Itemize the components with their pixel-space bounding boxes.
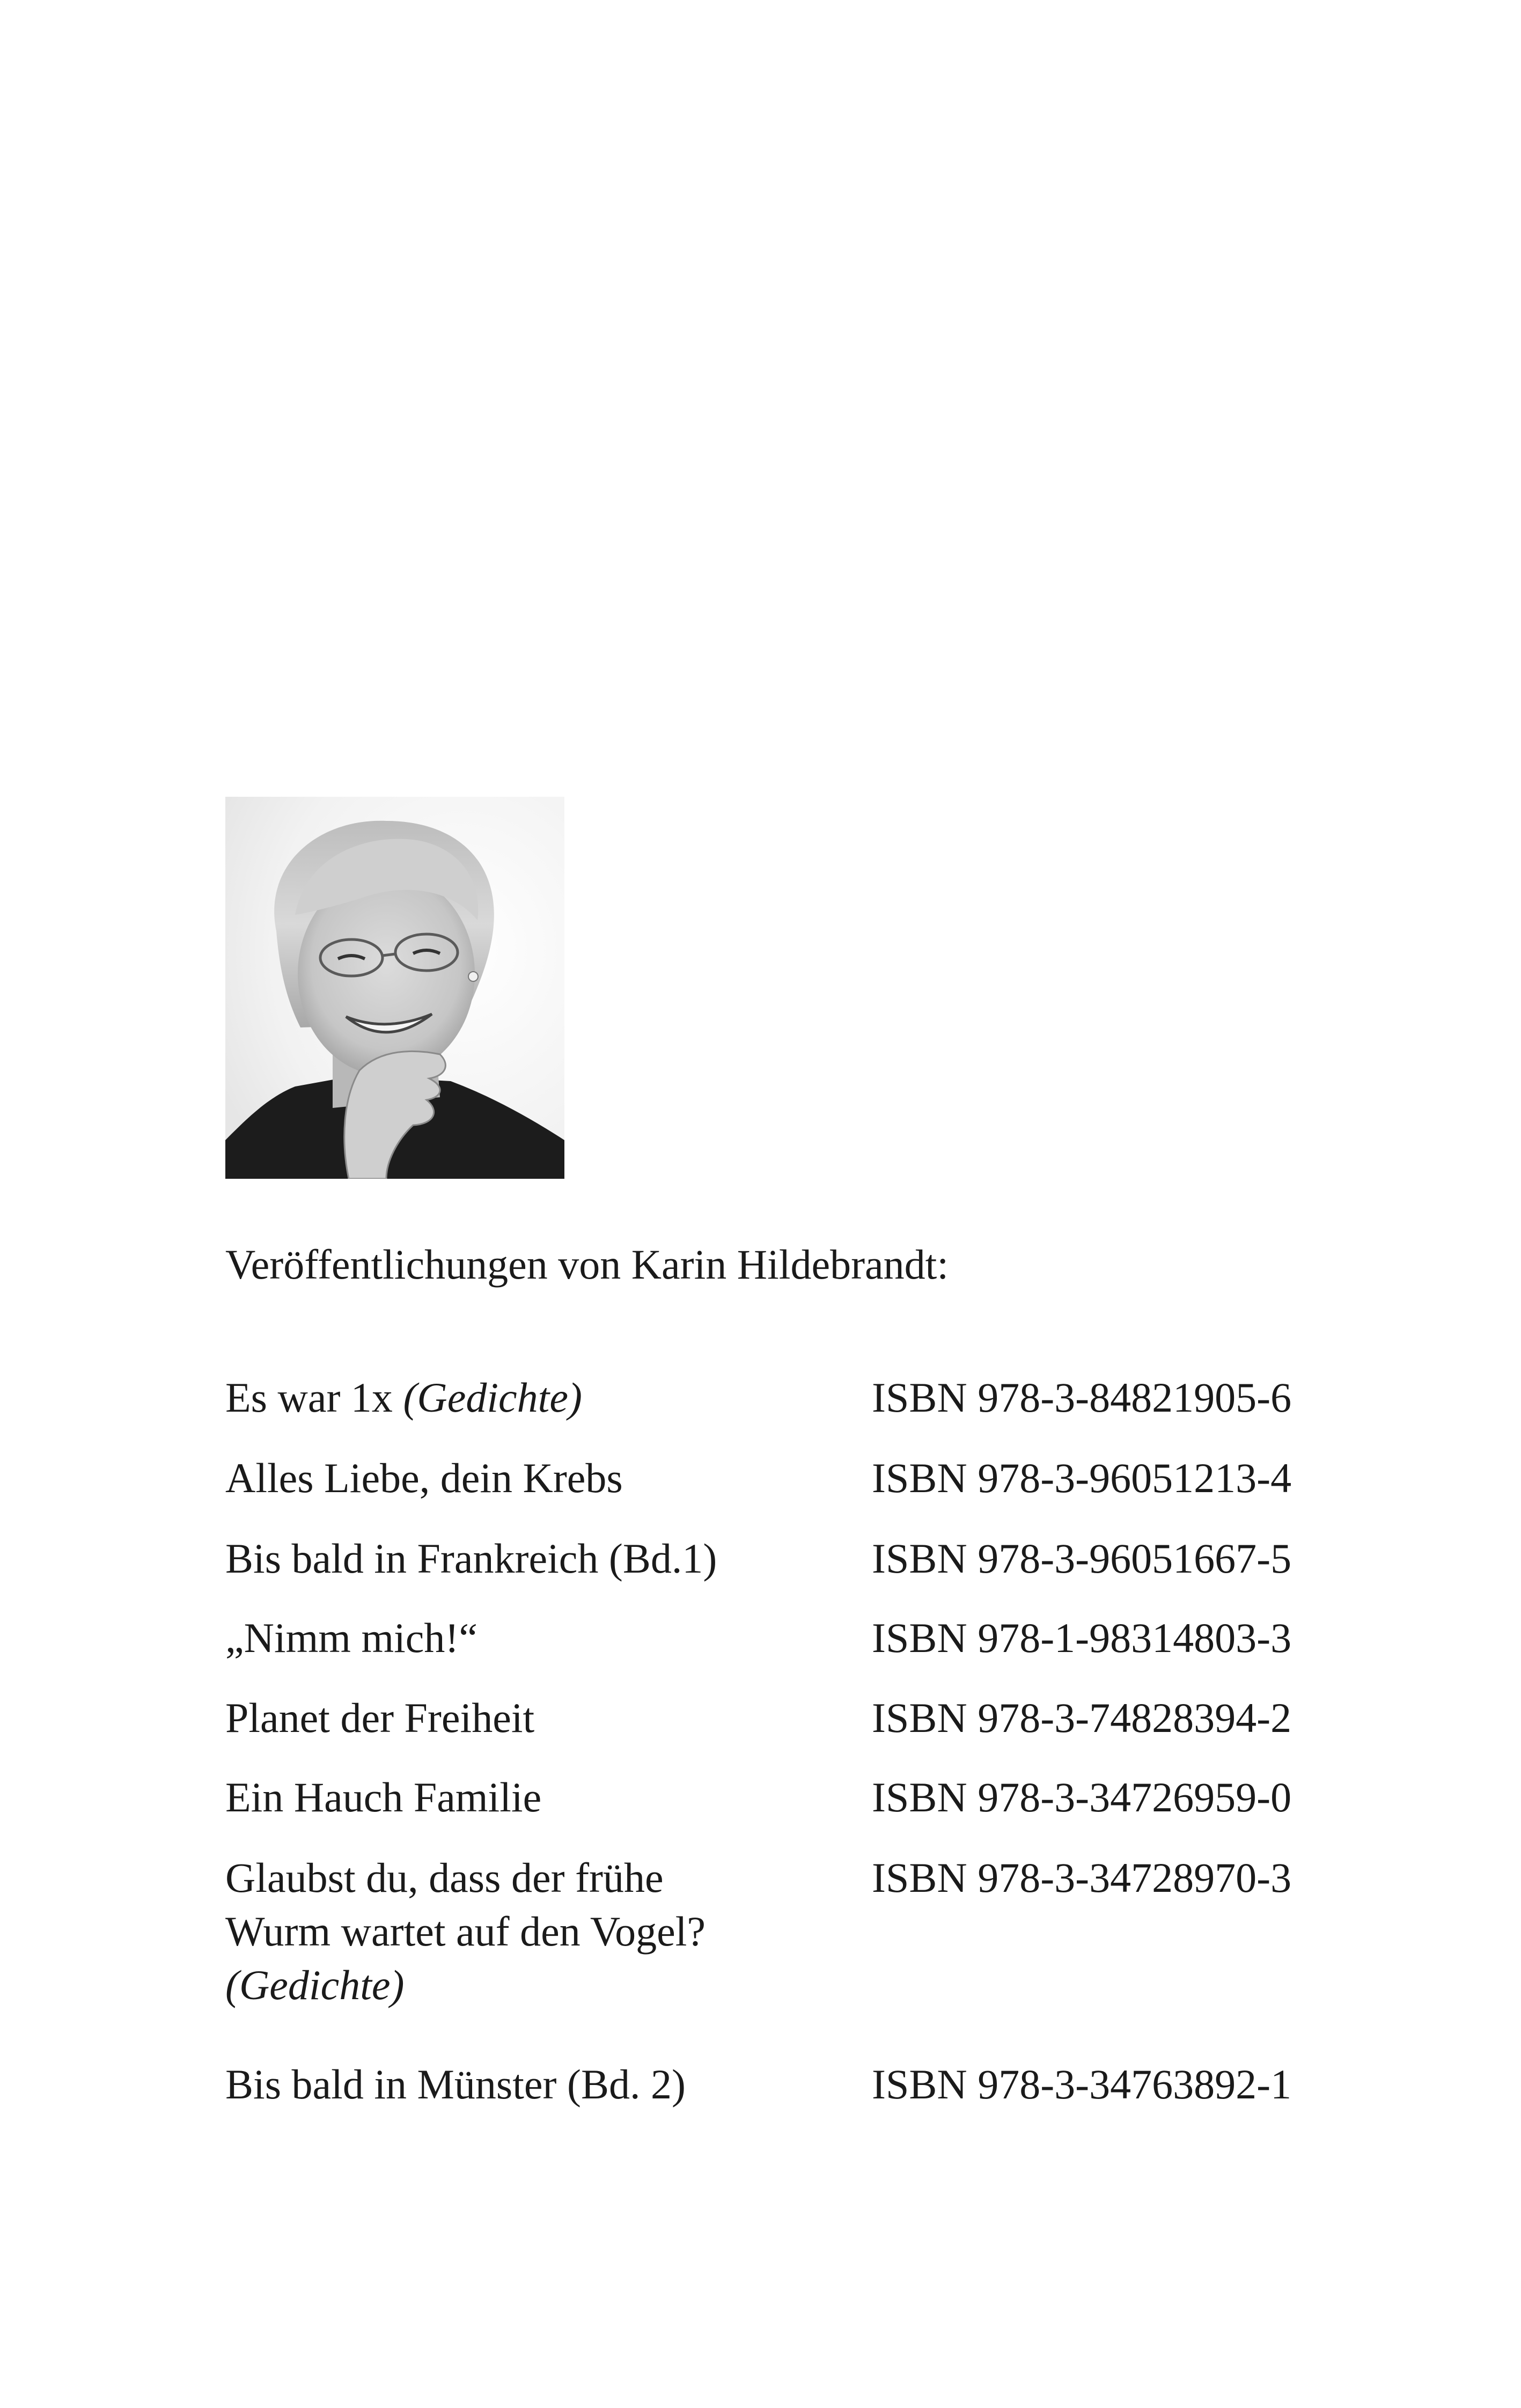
title-text-line-1: Glaubst du, dass der frühe	[225, 1854, 664, 1901]
genre-note: (Gedichte)	[225, 1962, 405, 2008]
publication-title	[225, 1851, 842, 2012]
publication-title	[225, 2058, 842, 2111]
publication-title	[225, 1691, 842, 1745]
title-text: Ein Hauch Familie	[225, 1774, 542, 1820]
isbn: ISBN 978-3-96051667-5	[872, 1535, 1292, 1582]
isbn: ISBN 978-3-74828394-2	[872, 1694, 1292, 1741]
title-text: „Nimm mich!“	[225, 1614, 478, 1661]
isbn: ISBN 978-3-96051213-4	[872, 1455, 1292, 1501]
author-photo	[225, 797, 564, 1179]
title-text: Es war 1x	[225, 1374, 403, 1421]
author-portrait-image	[225, 797, 564, 1179]
isbn: ISBN 978-3-34726959-0	[872, 1774, 1292, 1820]
publication-title	[225, 1611, 842, 1665]
isbn: ISBN 978-3-34728970-3	[872, 1854, 1292, 1901]
title-text: Bis bald in Münster (Bd. 2)	[225, 2061, 686, 2108]
title-text: Bis bald in Frankreich (Bd.1)	[225, 1535, 717, 1582]
publication-title	[225, 1532, 842, 1585]
publications-heading: Veröffentlichungen von Karin Hildebrandt:	[225, 1241, 949, 1288]
publication-title	[225, 1451, 842, 1505]
title-text: Alles Liebe, dein Krebs	[225, 1455, 623, 1501]
title-text-line-2: Wurm wartet auf den Vogel?	[225, 1908, 706, 1955]
publication-title	[225, 1371, 842, 1425]
isbn: ISBN 978-1-98314803-3	[872, 1614, 1292, 1661]
genre-note: (Gedichte)	[403, 1374, 582, 1421]
title-text: Planet der Freiheit	[225, 1694, 535, 1741]
isbn: ISBN 978-3-84821905-6	[872, 1374, 1292, 1421]
isbn: ISBN 978-3-34763892-1	[872, 2061, 1292, 2108]
publication-title	[225, 1771, 842, 1824]
